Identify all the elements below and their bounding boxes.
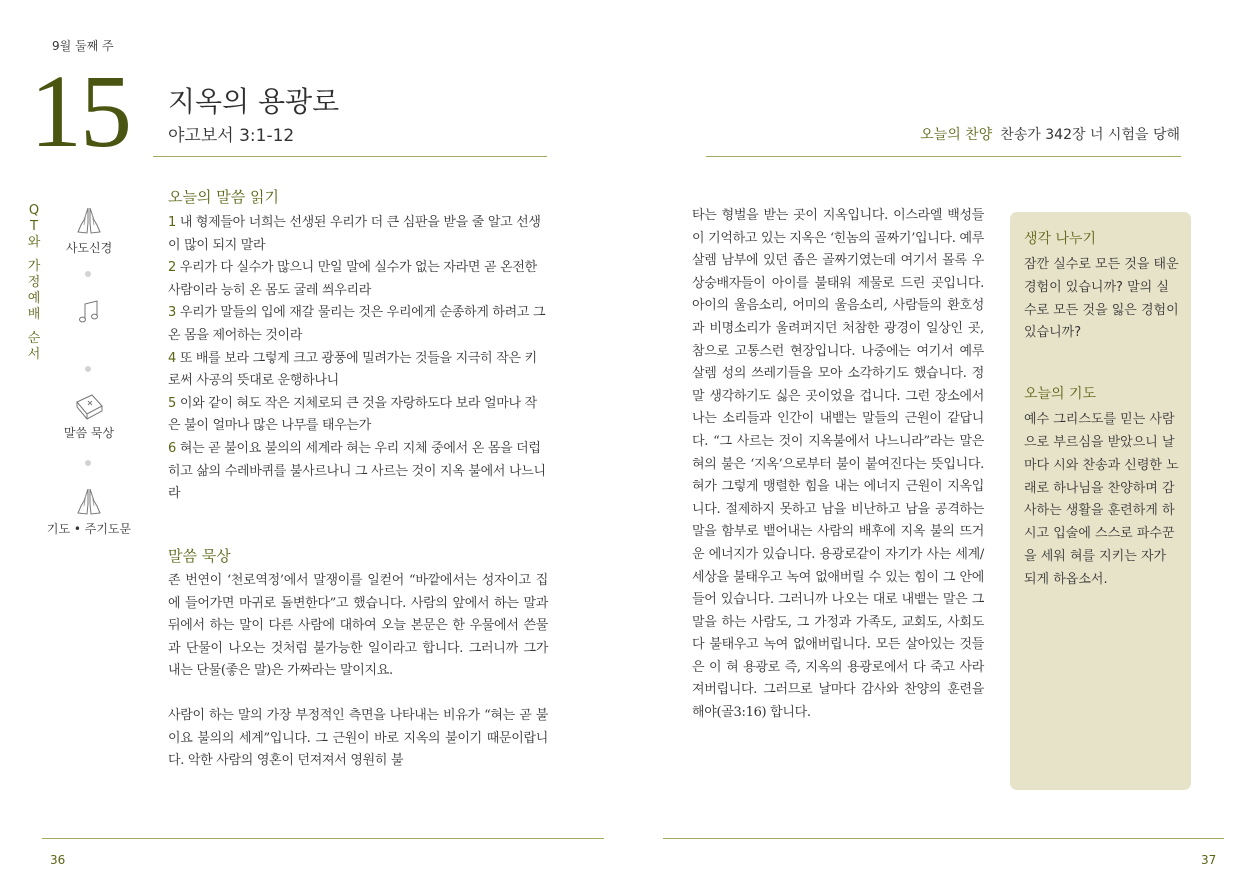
scripture-reference: 야고보서 3:1-12 <box>168 126 295 146</box>
music-note-icon <box>76 298 102 326</box>
praying-hands-icon <box>74 205 104 237</box>
nav-dot <box>85 271 91 277</box>
sharing-heading: 생각 나누기 <box>1024 231 1097 247</box>
page-number-left: 36 <box>50 853 66 867</box>
nav-item-apostles-creed: 사도신경 <box>39 205 139 256</box>
prayer-text: 예수 그리스도를 믿는 사람으로 부르심을 받았으니 날마다 시와 찬송과 신령한 노래로 하나님을 찬양하며 감사하는 생활을 훈련하게 하시고 입술에 스스로 파수꾼을 세워 혀를 지키는 자가 되게 하옵소서. <box>1024 412 1179 587</box>
todays-hymn <box>920 124 1180 144</box>
verse-list <box>168 212 548 506</box>
verse: 6 혀는 곧 불이요 불의의 세계라 혀는 우리 지체 중에서 온 몸을 더럽히고 삶의 수레바퀴를 불사르나니 그 사르는 것이 지옥 불에서 나느니라 <box>168 440 546 502</box>
paragraph: 존 번연이 ‘천로역정’에서 말쟁이를 일컫어 “바깥에서는 성자이고 집에 들어가면 마귀로 돌변한다”고 했습니다. 사람의 앞에서 하는 말과 뒤에서 하는 말이 다른 사람에 대하여 오늘 본문은 한 우물에서 쓴물과 단물이 나오는 것처럼 불가능한 일이라고 합니다. 그러니까 그가 내는 단물(좋은 말)은 가짜라는 말이지요. <box>168 573 548 679</box>
footer-divider-right <box>663 838 1224 839</box>
verse: 4 또 배를 보라 그렇게 크고 광풍에 밀려가는 것들을 지극히 작은 키로써 사공의 뜻대로 운행하나니 <box>168 350 537 389</box>
verse: 3 우리가 말들의 입에 재갈 물리는 것은 우리에게 순종하게 하려고 그 온 몸을 제어하는 것이라 <box>168 305 546 343</box>
praying-hands-icon <box>74 486 104 518</box>
page-title: 지옥의 용광로 <box>168 85 340 118</box>
meditation-heading: 말씀 묵상 <box>168 547 231 565</box>
header-divider-right <box>706 156 1181 157</box>
page-number-right: 37 <box>1201 853 1217 867</box>
prayer-heading: 오늘의 기도 <box>1024 386 1097 403</box>
day-number: 15 <box>30 54 130 169</box>
nav-item-hymn <box>39 298 139 328</box>
footer-divider-left <box>42 838 604 839</box>
sharing-text: 잠깐 실수로 모든 것을 태운 경험이 있습니까? 말의 실수로 모든 것을 잃은 경험이 있습니까? <box>1024 257 1179 341</box>
nav-item-meditation: 말씀 묵상 <box>39 392 139 441</box>
reflection-panel <box>1010 212 1191 790</box>
meditation-continued: 타는 형벌을 받는 곳이 지옥입니다. 이스라엘 백성들이 기억하고 있는 지옥은 ‘힌놈의 골짜기’입니다. 예루살렘 남부에 있던 좁은 골짜기였는데 여기서 몰록 우상숭배자들이 아이를 불태워 제물로 드린 곳입니다. 아이의 울음소리, 어미의 울음소리, 사람들의 환호성과 비명소리가 울려퍼지던 처참한 광경이 일상인 곳, 참으로 고통스런 현장입니다. 나중에는 여기서 예루살렘 성의 쓰레기들을 모아 소각하기도 했습니다. 정말 생각하기도 싫은 곳이었을 겁니다. 그런 장소에서 나는 소리들과 인간이 내뱉는 말들의 근원이 같답니다. “그 사르는 것이 지옥불에서 나느니라”라는 말은 혀의 불은 ‘지옥’으로부터 불이 붙여진다는 뜻입니다. 혀가 그렇게 맹렬한 힘을 내는 에너지 근원이 지옥입니다. 절제하지 못하고 남을 비난하고 남을 공격하는 말을 함부로 뱉어내는 사람의 배후에 지옥 불의 뜨거운 에너지가 있습니다. 용광로같이 자기가 사는 세계/세상을 불태우고 녹여 없애버릴 수 있는 힘이 그 안에 들어 있습니다. 그러니까 나오는 대로 내뱉는 말은 그 말을 하는 사람도, 그 가정과 가족도, 교회도, 사회도 다 불태우고 녹여 없애버립니다. 모든 살아있는 것들은 이 혀 용광로 즉, 지옥의 용광로에서 다 죽고 사라져버립니다. 그러므로 날마다 감사와 찬양의 훈련을 해야(골3:16) 합니다. <box>692 208 984 721</box>
nav-dot <box>85 366 91 372</box>
hymn-title: 찬송가 342장 너 시험을 당해 <box>1000 127 1180 143</box>
paragraph: 사람이 하는 말의 가장 부정적인 측면을 나타내는 비유가 “혀는 곧 불이요 불의의 세계”입니다. 그 근원이 바로 지옥의 불이기 때문이랍니다. 악한 사람의 영혼이 던져져서 영원히 불 <box>168 707 548 769</box>
nav-dot <box>85 460 91 466</box>
hymn-label: 오늘의 찬양 <box>920 127 993 143</box>
bible-book-icon <box>73 392 105 422</box>
verse: 5 이와 같이 혀도 작은 지체로되 큰 것을 자랑하도다 보라 얼마나 작은 불이 얼마나 많은 나무를 태우는가 <box>168 395 537 434</box>
header-divider-left <box>153 156 547 157</box>
reading-heading: 오늘의 말씀 읽기 <box>168 188 279 206</box>
nav-item-prayer: 기도 • 주기도문 <box>39 486 139 537</box>
verse: 2 우리가 다 실수가 많으니 만일 말에 실수가 없는 자라면 곧 온전한 사람이라 능히 온 몸도 굴레 씌우리라 <box>168 260 537 298</box>
week-label: 9월 둘째 주 <box>52 39 114 53</box>
verse: 1 내 형제들아 너희는 선생된 우리가 더 큰 심판을 받을 줄 알고 선생이 많이 되지 말라 <box>168 215 541 253</box>
vertical-section-label: Q T 와 가 정 예 배 순 서 <box>27 203 41 362</box>
meditation-body <box>168 570 548 773</box>
